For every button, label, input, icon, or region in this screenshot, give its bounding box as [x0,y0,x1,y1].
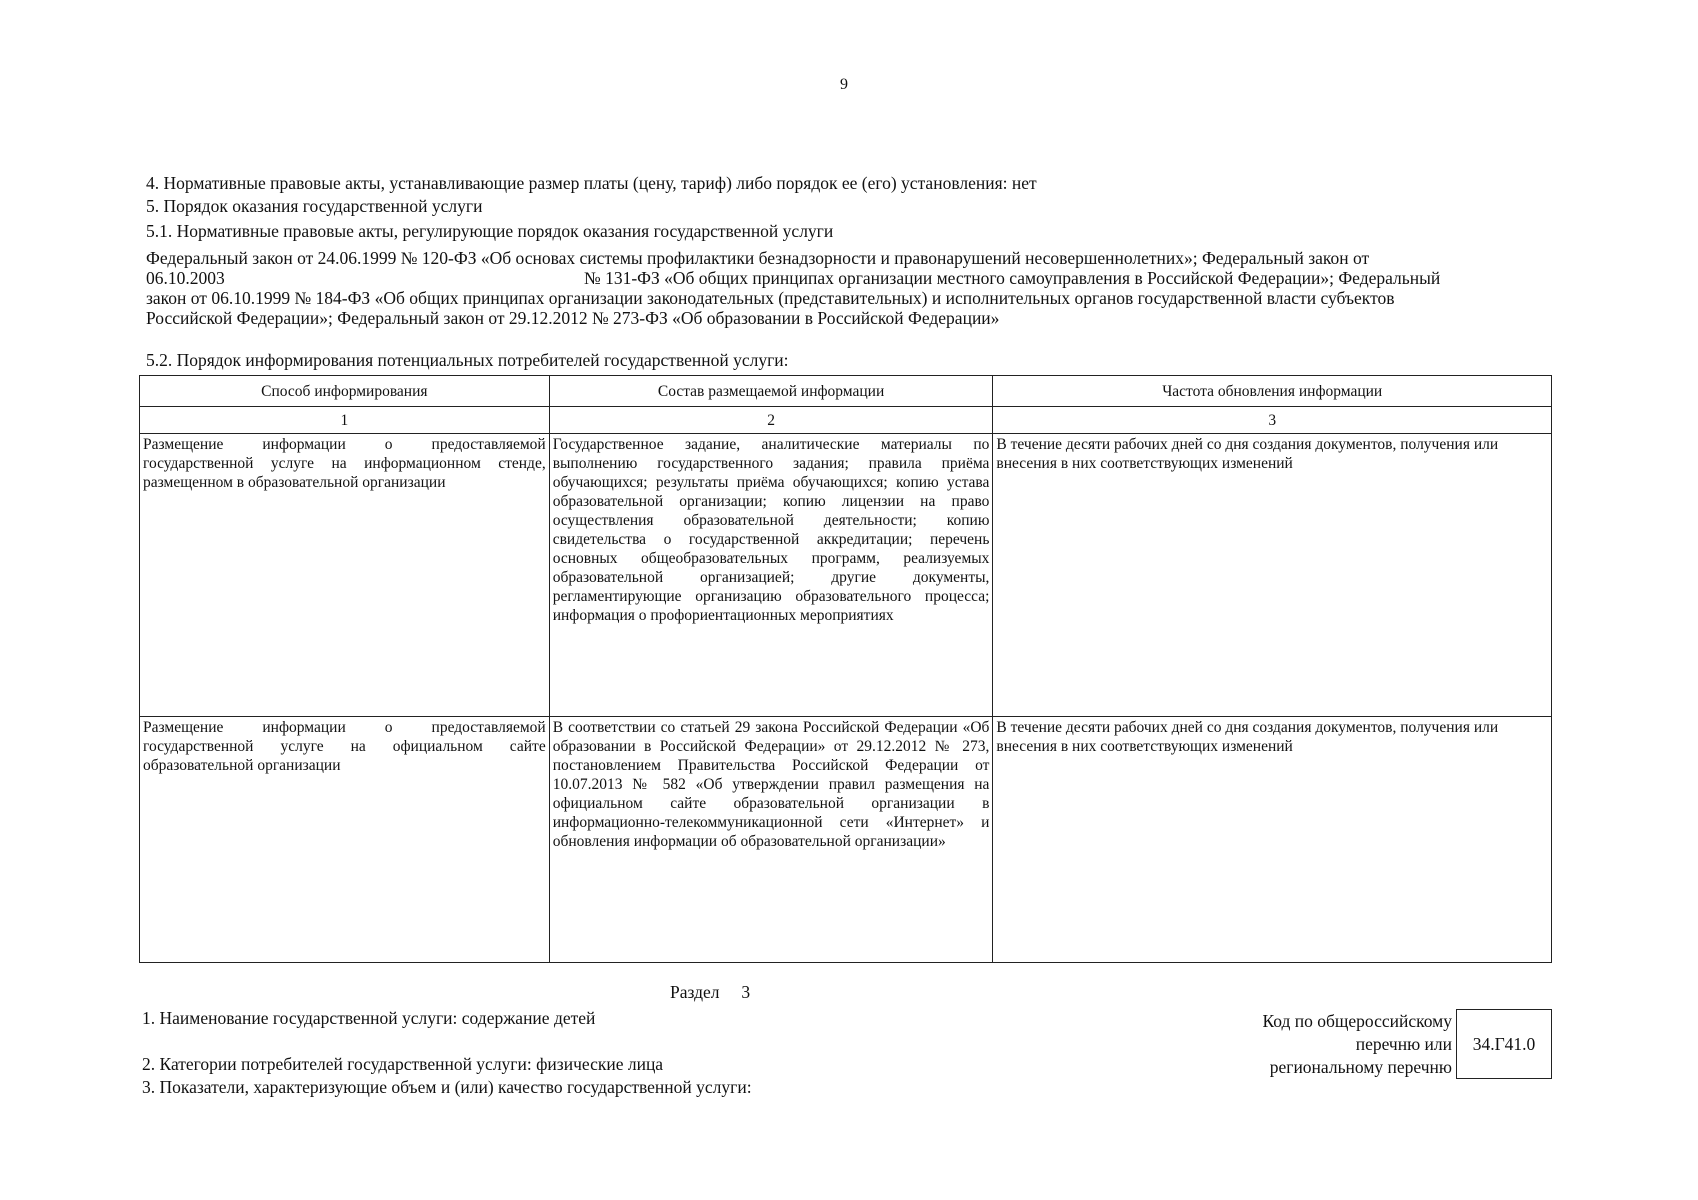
item-5-2-informing-order: 5.2. Порядок информирования потенциальных потребителей государственной услуги: [146,350,789,370]
table-row [140,717,1552,963]
table-header-row [140,376,1552,407]
informing-table [139,375,1552,963]
row-2-frequency: В течение десяти рабочих дней со дня создания документов, получения или внесения в них соответствующих изменений [993,717,1552,963]
header-method: Способ информирования [140,376,550,407]
registry-code-label-line-3: региональному перечню [1269,1057,1452,1077]
table-number-row [140,407,1552,434]
laws-line-2 [146,268,1516,288]
row-2-method: Размещение информации о предоставляемой государственной услуге на официальном сайте образовательной организации [140,717,550,963]
laws-line-4: Российской Федерации»; Федеральный закон от 29.12.2012 № 273-ФЗ «Об образовании в Российской Федерации» [146,308,1000,328]
section-3-consumer-category: 2. Категории потребителей государственной услуги: физические лица [142,1054,664,1074]
section-label: Раздел [670,982,720,1002]
item-5-service-order: 5. Порядок оказания государственной услуги [146,196,483,216]
section-3-service-name: 1. Наименование государственной услуги: содержание детей [142,1008,596,1028]
laws-paragraph [146,248,1516,328]
section-3-indicators: 3. Показатели, характеризующие объем и (или) качество государственной услуги: [142,1077,752,1097]
header-frequency: Частота обновления информации [993,376,1552,407]
row-2-content: В соответствии со статьей 29 закона Российской Федерации «Об образовании в Российской Федерации» от 29.12.2012 № 273, постановлением Правительства Российской Федерации от 10.07.2013 № 582 «Об утверждении правил размещения на официальном сайте образовательной организации в информационно-телекоммуникационной сети «Интернет» и обновления информации об образовательной организации» [549,717,993,963]
table-row [140,434,1552,717]
row-1-method: Размещение информации о предоставляемой государственной услуге на информационном стенде, размещенном в образовательной организации [140,434,550,717]
row-1-frequency: В течение десяти рабочих дней со дня создания документов, получения или внесения в них соответствующих изменений [993,434,1552,717]
laws-line-2-date: 06.10.2003 [146,268,225,288]
column-number-1: 1 [140,407,550,434]
section-heading [670,982,750,1003]
item-4-fee-acts: 4. Нормативные правовые акты, устанавливающие размер платы (цену, тариф) либо порядок ее (его) установления: нет [146,173,1037,193]
laws-line-1: Федеральный закон от 24.06.1999 № 120-ФЗ «Об основах системы профилактики безнадзорности и правонарушений несовершеннолетних»; Федеральный закон от [146,248,1370,268]
column-number-2: 2 [549,407,993,434]
registry-code-box [1456,1009,1552,1079]
laws-line-2-rest: № 131-ФЗ «Об общих принципах организации местного самоуправления в Российской Федерации»; Федеральный [584,268,1441,288]
registry-code-label [1190,1010,1452,1079]
row-1-content: Государственное задание, аналитические материалы по выполнению государственного задания; правила приёма обучающихся; результаты приёма обучающихся; копию устава образовательной организации; копию лицензии на право осуществления образовательной деятельности; копию свидетельства о государственной аккредитации; перечень основных общеобразовательных программ, реализуемых образовательной организацией; другие документы, регламентирующие организацию образовательного процесса; информация о профориентационных мероприятиях [549,434,993,717]
column-number-3: 3 [993,407,1552,434]
header-content: Состав размещаемой информации [549,376,993,407]
registry-code-label-line-2: перечню или [1355,1034,1452,1054]
item-5-1-regulatory-acts: 5.1. Нормативные правовые акты, регулирующие порядок оказания государственной услуги [146,221,834,241]
registry-code-value: 34.Г41.0 [1472,1033,1536,1054]
page-number: 9 [840,76,848,93]
laws-line-3: закон от 06.10.1999 № 184-ФЗ «Об общих принципах организации законодательных (представительных) и исполнительных органов государственной власти субъектов [146,288,1395,308]
registry-code-label-line-1: Код по общероссийскому [1262,1011,1452,1031]
section-number: 3 [741,982,751,1002]
